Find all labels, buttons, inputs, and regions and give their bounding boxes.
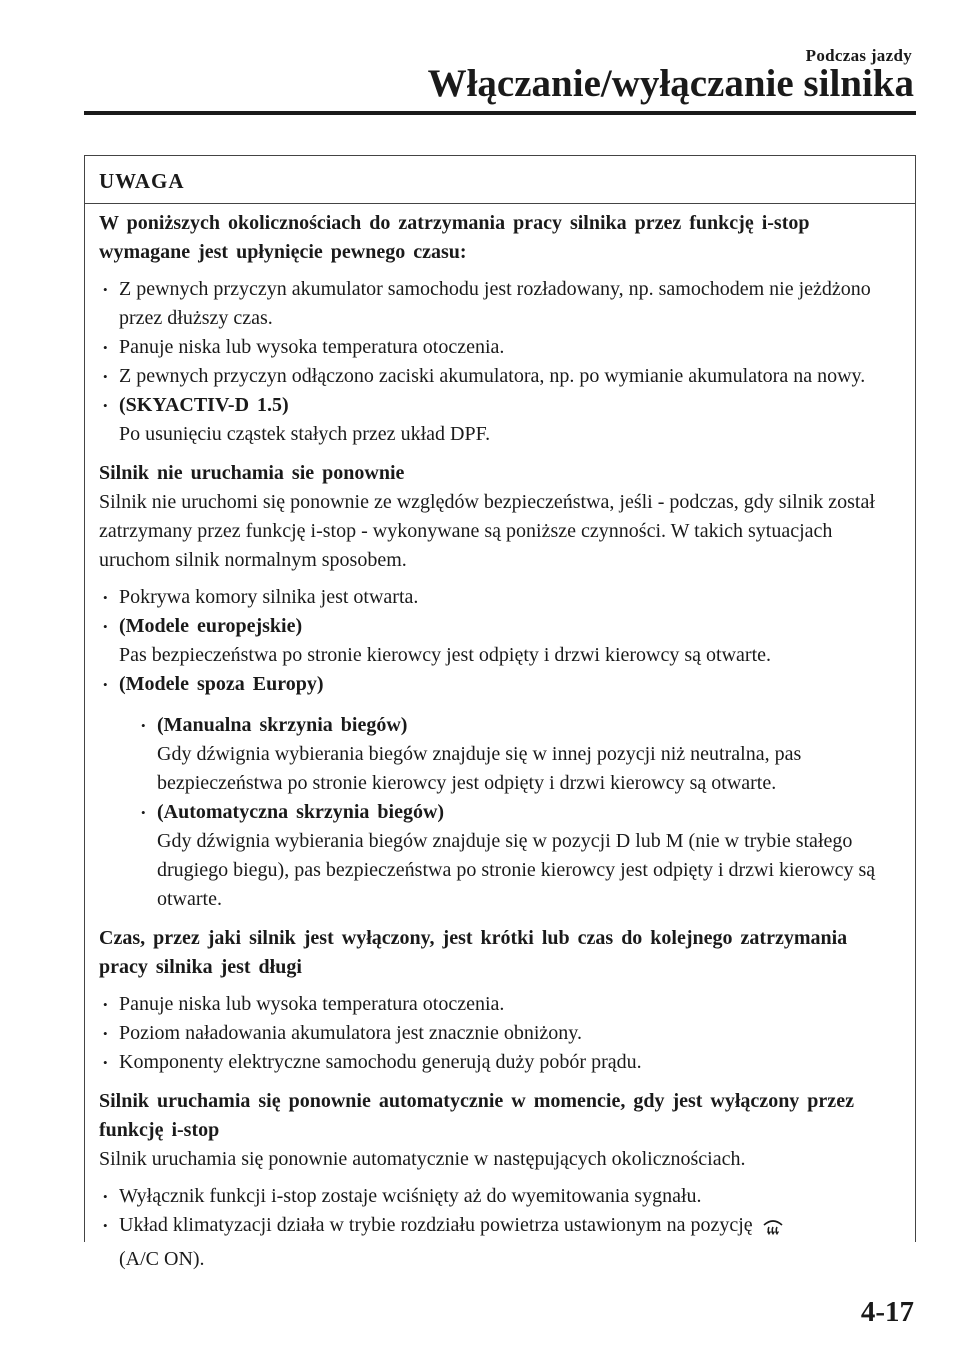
- bullet-list: [99, 275, 899, 449]
- list-item: • Panuje niska lub wysoka temperatura otoczenia.: [99, 990, 899, 1019]
- list-item: • Poziom naładowania akumulatora jest znacznie obniżony.: [99, 1019, 899, 1048]
- item-text: Po usunięciu cząstek stałych przez układ DPF.: [119, 423, 491, 445]
- item-text: Gdy dźwignia wybierania biegów znajduje się w innej pozycji niż neutralna, pas bezpieczeństwa po stronie kierowcy jest odpięty i drzwi kierowcy są otwarte.: [157, 743, 802, 794]
- list-item: [99, 670, 899, 914]
- list-item: • Wyłącznik funkcji i-stop zostaje wciśnięty aż do wyemitowania sygnału.: [99, 1182, 899, 1211]
- item-label: (SKYACTIV-D 1.5): [119, 394, 289, 416]
- item-label: (Modele spoza Europy): [119, 673, 324, 695]
- section-text: Silnik uruchamia się ponownie automatycznie w następujących okolicznościach.: [99, 1148, 746, 1170]
- item-label: (Modele europejskie): [119, 615, 303, 637]
- item-text: Układ klimatyzacji działa w trybie rozdziału powietrza ustawionym na pozycję: [119, 1214, 753, 1236]
- list-item: • Panuje niska lub wysoka temperatura otoczenia.: [99, 333, 899, 362]
- section-title: Silnik nie uruchamia sie ponownie: [99, 462, 405, 484]
- page-number: 4-17: [860, 1296, 914, 1328]
- item-label: (Manualna skrzynia biegów): [157, 714, 408, 736]
- section-title: Silnik uruchamia się ponownie automatycznie w momencie, gdy jest wyłączony przez funkcję i-stop: [99, 1090, 854, 1141]
- note-box: [84, 155, 916, 1270]
- list-item: • Z pewnych przyczyn akumulator samochodu jest rozładowany, np. samochodem nie jeżdżono przez dłuższy czas.: [99, 275, 899, 333]
- defroster-icon: [762, 1216, 784, 1245]
- list-item: [99, 1211, 899, 1274]
- bullet-list: [99, 990, 899, 1077]
- item-suffix: (A/C ON).: [119, 1248, 205, 1270]
- note-body: [85, 204, 915, 1274]
- sub-list: [137, 711, 899, 914]
- section-no-restart: [99, 459, 899, 914]
- section-auto-restart: [99, 1087, 899, 1274]
- item-label: (Automatyczna skrzynia biegów): [157, 801, 445, 823]
- section-title: W poniższych okolicznościach do zatrzymania pracy silnika przez funkcję i-stop wymagane jest upłynięcie pewnego czasu:: [99, 212, 810, 263]
- bullet-list: [99, 1182, 899, 1274]
- sub-list-item: [137, 798, 899, 914]
- item-text: Gdy dźwignia wybierania biegów znajduje się w pozycji D lub M (nie w trybie stałego drugiego biegu), pas bezpieczeństwa po stronie kierowcy jest odpięty i drzwi kierowcy są otwarte.: [157, 830, 876, 910]
- section-title: Czas, przez jaki silnik jest wyłączony, jest krótki lub czas do kolejnego zatrzymania pracy silnika jest długi: [99, 927, 848, 978]
- list-item: [99, 391, 899, 449]
- list-item: • Komponenty elektryczne samochodu generują duży pobór prądu.: [99, 1048, 899, 1077]
- section-label: Podczas jazdy: [805, 46, 912, 65]
- section-delay: [99, 209, 899, 449]
- header-divider: [84, 111, 916, 115]
- item-text: Pas bezpieczeństwa po stronie kierowcy jest odpięty i drzwi kierowcy są otwarte.: [119, 644, 772, 666]
- bullet-list: [99, 583, 899, 914]
- list-item: [99, 612, 899, 670]
- section-short-stop: [99, 924, 899, 1077]
- list-item: • Pokrywa komory silnika jest otwarta.: [99, 583, 899, 612]
- list-item: • Z pewnych przyczyn odłączono zaciski akumulatora, np. po wymianie akumulatora na nowy.: [99, 362, 899, 391]
- note-heading: UWAGA: [85, 156, 915, 204]
- section-text: Silnik nie uruchomi się ponownie ze względów bezpieczeństwa, jeśli - podczas, gdy silnik został zatrzymany przez funkcję i-stop - wykonywane są poniższe czynności. W takich sytuacjach uruchom silnik normalnym sposobem.: [99, 491, 875, 571]
- sub-list-item: [137, 711, 899, 798]
- page-title: Włączanie/wyłączanie silnika: [427, 62, 914, 105]
